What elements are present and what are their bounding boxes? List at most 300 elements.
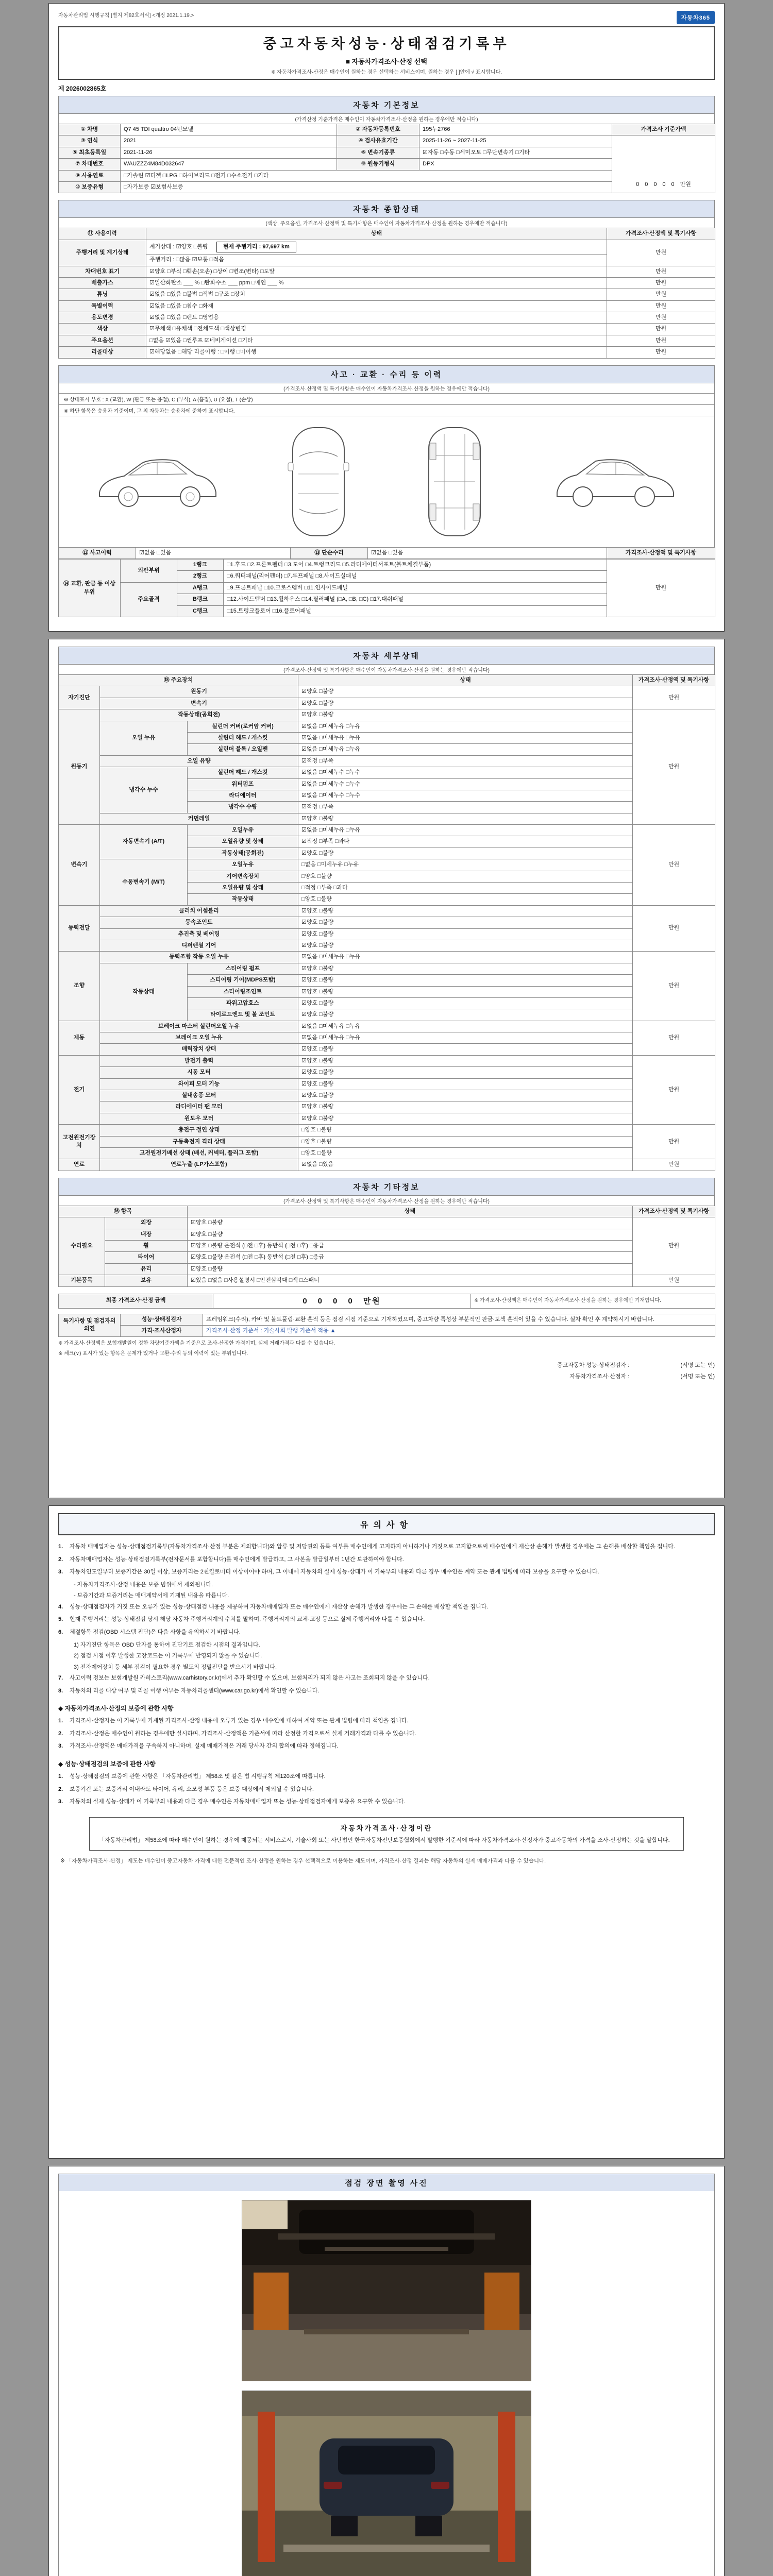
price-guarantee-heading: ◆ 자동차가격조사·산정의 보증에 관한 사항 [58, 1705, 174, 1713]
table-row [59, 709, 715, 721]
cell-label: 연료 [59, 1159, 100, 1171]
inspection-photo-lift [242, 2391, 531, 2576]
cell-label: 색상 [59, 324, 146, 335]
section-title-accident: 사고 · 교환 · 수리 등 이력 [58, 365, 715, 383]
form-reference: 자동차관리법 시행규칙 [별지 제82호서식] <개정 2021.1.19.> [58, 13, 194, 19]
cell-label: ⑫ 사고이력 [59, 547, 136, 558]
cell-label: B랭크 [177, 594, 224, 605]
table-row [59, 277, 715, 289]
cell-value: □양호 □불량 [298, 1148, 633, 1159]
cell-label: 상태 [146, 228, 607, 240]
state-code-legend: ※ 상태표시 부호 : X (교환), W (판금 또는 용접), C (부식), A (흠집), U (요철), T (손상) [58, 393, 715, 404]
cell-value: ☑양호 □불량 [298, 905, 633, 917]
table-row [59, 266, 715, 277]
cell-value: ☑양호 □불량 [298, 928, 633, 940]
passenger-car-legend: ※ 하단 항목은 승용차 기준이며, 그 외 자동차는 승용차에 준하여 표시합니다. [58, 404, 715, 416]
cell-value: ☑양호 □불량 운전석 (□전 □후) 동반석 (□전 □후) □응급 [188, 1240, 633, 1251]
table-row [59, 289, 715, 300]
cell-value: 프레임워크(수리), 카바 및 볼트풀림·교환 흔적 등은 점검 시점 기준으로 기재하였으며, 중고차량 특성상 부분적인 판금·도색 흔적이 있을 수 있습니다. 실차 확인 후 계약하시기 바랍니다. [203, 1314, 715, 1325]
detail-condition-table [58, 674, 715, 1171]
cell-label: 브레이크 마스터 실린더오일 누유 [100, 1021, 298, 1032]
section-basic-info [58, 96, 715, 193]
cell-value: 2021 [121, 135, 337, 147]
cell-label: 원동기 [59, 709, 100, 825]
section-title-etc: 자동차 기타정보 [58, 1178, 715, 1195]
cell-value: ☑양호 □불량 [298, 1044, 633, 1055]
cell-label: 동력조향 작동 오일 누유 [100, 952, 298, 963]
appraiser-signature-line: 자동차가격조사·산정자 : (서명 또는 인) [569, 1374, 715, 1380]
cell-value: □9.프론트패널 □10.크로스멤버 □11.인사이드패널 [224, 582, 607, 594]
cell-value: ☑양호 □불량 [298, 1009, 633, 1021]
cell-label: 고전원전기배선 상태 (배선, 커넥터, 플러그 포함) [100, 1148, 298, 1159]
cell-value: 195누2766 [419, 124, 612, 135]
cell-label: 원동기 [100, 686, 298, 698]
cell-label: ⑩ 보증유형 [59, 181, 121, 193]
cell-value: 계기상태 : ☑양호 □불량 현재 주행거리 : 97,697 km [146, 240, 607, 254]
cell-value: ☑양호 □부식 □훼손(오손) □상이 □변조(변타) □도말 [146, 266, 607, 277]
notice-subitem: 1) 자기진단 항목은 OBD 단자를 통하여 진단기로 점검한 시점의 결과입니다. [74, 1641, 260, 1648]
cell-label: 윈도우 모터 [100, 1113, 298, 1124]
cell-label: 작동상태(공회전) [188, 848, 298, 859]
cell-value: 0 0 0 0 0 만원 [612, 135, 715, 193]
notice-item: 1. 가격조사·산정자는 이 기록부에 기재된 가격조사·산정 내용에 오류가 있는 경우 매수인에 대하여 계약 또는 관계 법령에 따라 책임을 집니다. [58, 1718, 409, 1724]
cell-value: 만원 [607, 335, 715, 346]
section-note-accident: (가격조사·산정액 및 특기사항은 매수인이 자동차가격조사·산정을 원하는 경우에만 적습니다) [58, 383, 715, 393]
cell-value: ☑없음 □있음 [298, 1159, 633, 1171]
section-title-detail: 자동차 세부상태 [58, 647, 715, 664]
cell-label: 냉각수 수량 [188, 802, 298, 813]
cell-label: 가격조사·산정액 및 특기사항 [607, 228, 715, 240]
cell-label: 오일누유 [188, 859, 298, 871]
notice-item: 5. 현재 주행거리는 성능·상태점검 당시 해당 자동차 주행거리계의 수치를 말하며, 주행거리계의 교체·고장 등으로 실제 주행거리와 다를 수 있습니다. [58, 1616, 425, 1623]
notice-item: 7. 사고이력 정보는 보험개발원 카히스토리(www.carhistory.or.kr)에서 추가 확인할 수 있으며, 보험처리가 되지 않은 사고는 조회되지 않을 수 있습니다. [58, 1675, 430, 1682]
notice-list [58, 1543, 715, 1696]
cell-value: 만원 [633, 825, 715, 906]
cell-value: □자가보증 ☑보험사보증 [121, 181, 612, 193]
cell-value: □없음 ☑있음 □썬루프 ☑네비게이션 □기타 [146, 335, 607, 346]
table-row [59, 825, 715, 836]
cell-label: 유리 [105, 1263, 188, 1275]
cell-label: 오일유량 및 상태 [188, 836, 298, 848]
cell-value: 만원 [607, 347, 715, 358]
cell-value: ☑양호 □불량 [298, 975, 633, 986]
cell-label: 상태 [188, 1206, 633, 1217]
cell-label: 주행거리 및 계기상태 [59, 240, 146, 266]
cell-value: ☑양호 □불량 [298, 1101, 633, 1113]
table-row [59, 560, 715, 571]
cell-label: 오일 누유 [100, 721, 188, 755]
cell-value: ☑양호 □불량 [298, 686, 633, 698]
cell-label: 보유 [105, 1275, 188, 1286]
cell-value: ☑없음 □미세누유 □누유 [298, 1021, 633, 1032]
cell-label: 가격조사·산정액 및 특기사항 [633, 674, 715, 686]
overall-condition-table [58, 228, 715, 358]
cell-label: 오일 유량 [100, 755, 298, 767]
table-row [59, 1032, 715, 1044]
cell-label: 실린더 헤드 / 개스킷 [188, 767, 298, 778]
table-row [59, 1206, 715, 1217]
photos-title: 점검 장면 촬영 사진 [58, 2174, 715, 2191]
cell-label: 가격조사·산정액 및 특기사항 [607, 547, 715, 558]
cell-label: ⑪ 사용이력 [59, 228, 146, 240]
price-note-1: ※ 가격조사·산정액은 보험개발원이 정한 차량기준가액을 기준으로 조사·산정한 가격이며, 실제 거래가격과 다를 수 있습니다. [58, 1341, 335, 1347]
cell-value: □6.쿼터패널(리어펜더) □7.루프패널 □8.사이드실패널 [224, 571, 607, 582]
cell-value: ☑없음 □미세누수 □누수 [298, 767, 633, 778]
table-row [59, 1021, 715, 1032]
cell-value: ☑있음 □없음 □사용설명서 □안전삼각대 □잭 □스패너 [188, 1275, 633, 1286]
cell-label: 수동변속기 (M/T) [100, 859, 188, 906]
cell-value: ☑양호 □불량 [298, 709, 633, 721]
cell-value: □양호 □불량 [298, 894, 633, 905]
cell-value: □양호 □불량 [298, 1125, 633, 1136]
table-row [59, 1044, 715, 1055]
cell-value: ☑양호 □불량 [298, 698, 633, 709]
table-row [59, 324, 715, 335]
table-row [59, 1136, 715, 1147]
cell-label: ④ 검사유효기간 [337, 135, 419, 147]
cell-value: □12.사이드멤버 □13.휠하우스 □14.필러패널 (□A, □B, □C) □17.대쉬패널 [224, 594, 607, 605]
cell-label: 가격조사·산정액 및 특기사항 [633, 1206, 715, 1217]
cell-label: 오일유량 및 상태 [188, 883, 298, 894]
cell-value: 만원 [633, 1125, 715, 1159]
cell-label: ⑧ 원동기형식 [337, 159, 419, 170]
inspector-signature-line: 중고자동차 성능·상태점검자 : (서명 또는 인) [557, 1362, 715, 1369]
table-row [59, 335, 715, 346]
notice-item: 8. 자동차의 리콜 대상 여부 및 리콜 이행 여부는 자동차리콜센터(www.car.go.kr)에서 확인할 수 있습니다. [58, 1687, 320, 1694]
table-row [59, 547, 715, 558]
cell-label: 브레이크 오일 누유 [100, 1032, 298, 1044]
cell-value: 만원 [633, 686, 715, 709]
section-note-detail: (가격조사·산정액 및 특기사항은 매수인이 자동차가격조사·산정을 원하는 경우에만 적습니다) [58, 664, 715, 674]
cell-label: 워터펌프 [188, 778, 298, 790]
notice-item: 3. 자동차인도일부터 보증기간은 30일 이상, 보증거리는 2천킬로미터 이상이어야 하며, 그 이내에 자동차의 실제 성능·상태가 이 기록부의 내용과 다른 경우 매수인은 계약 또는 관계 법령에 따라 보증을 요구할 수 있습니다. [58, 1569, 599, 1575]
cell-value: ☑없음 □미세누유 □누유 [298, 732, 633, 743]
page-3 [48, 1505, 725, 2159]
notice-item: 3. 자동차의 실제 성능·상태가 이 기록부의 내용과 다른 경우 매수인은 자동차매매업자 또는 성능·상태점검자에게 보증을 요구할 수 있습니다. [58, 1799, 406, 1805]
table-row [59, 1113, 715, 1124]
table-row [59, 698, 715, 709]
cell-label: ⑥ 변속기종류 [337, 147, 419, 158]
cell-label: A랭크 [177, 582, 224, 594]
cell-label: ② 자동차등록번호 [337, 124, 419, 135]
section-title-basic: 자동차 기본정보 [58, 96, 715, 113]
section-overall-condition [58, 200, 715, 358]
cell-label: 내장 [105, 1229, 188, 1240]
cell-label: 발전기 출력 [100, 1055, 298, 1066]
page-1 [48, 3, 725, 632]
table-row [59, 952, 715, 963]
cell-value: ☑양호 □불량 [298, 986, 633, 997]
table-row [59, 1101, 715, 1113]
cell-value: ☑없음 □있음 □렌트 □영업용 [146, 312, 607, 324]
cell-value: ☑없음 □미세누유 □누유 [298, 721, 633, 732]
cell-value: 만원 [633, 1055, 715, 1124]
cell-label: 오일누유 [188, 825, 298, 836]
car-diagram-side-right [552, 443, 681, 520]
cell-value: ☑일산화탄소 ___ % □탄화수소 ___ ppm □매연 ___ % [146, 277, 607, 289]
table-row [59, 940, 715, 951]
inspection-photo-underbody [242, 2200, 531, 2381]
table-row [59, 859, 715, 871]
table-row [59, 755, 715, 767]
price-survey-note: ※ 자동차가격조사·산정은 매수인이 원하는 경우 선택하는 서비스이며, 원하는 경우 [ ]안에 √ 표시합니다. [271, 70, 502, 75]
table-row [59, 300, 715, 312]
cell-label: 상태 [298, 674, 633, 686]
cell-value: ☑적정 □부족 [298, 755, 633, 767]
cell-value: ☑없음 □있음 [368, 547, 607, 558]
cell-label: 기본품목 [59, 1275, 105, 1286]
table-row [59, 928, 715, 940]
cell-label: 자기진단 [59, 686, 100, 709]
cell-value: ☑무채색 □유채색 □전체도색 □색상변경 [146, 324, 607, 335]
cell-label: ③ 연식 [59, 135, 121, 147]
cell-label: 고전원전기장치 [59, 1125, 100, 1159]
cell-label: 충전구 절연 상태 [100, 1125, 298, 1136]
cell-value: ☑양호 □불량 [298, 848, 633, 859]
notice-item: 1. 성능·상태점검의 보증에 관한 사항은 「자동차관리법」 제58조 및 같은 법 시행규칙 제120조에 따릅니다. [58, 1773, 326, 1780]
cell-label: 자동변속기 (A/T) [100, 825, 188, 859]
table-row [59, 721, 715, 732]
cell-value: □양호 □불량 [298, 1136, 633, 1147]
cell-label: 제동 [59, 1021, 100, 1055]
table-row [59, 963, 715, 974]
cell-value: ☑양호 □불량 운전석 (□전 □후) 동반석 (□전 □후) □응급 [188, 1252, 633, 1263]
table-row [59, 674, 715, 686]
cell-value: ☑양호 □불량 [188, 1229, 633, 1240]
table-row [59, 1314, 715, 1325]
cell-value: ☑양호 □불량 [298, 1078, 633, 1090]
notice-item: 6. 체결항목 점검(OBD 시스템 진단)은 다음 사항을 유의하시기 바랍니다. [58, 1629, 241, 1635]
cell-value: 만원 [633, 1159, 715, 1171]
cell-label: 실린더 헤드 / 개스킷 [188, 732, 298, 743]
cell-label: 실내송풍 모터 [100, 1090, 298, 1101]
cell-value: 주행거리 : □많음 ☑보통 □적음 [146, 255, 607, 266]
cell-label: ⑯ 항목 [59, 1206, 188, 1217]
car-diagram-top [280, 422, 357, 541]
cell-label: 용도변경 [59, 312, 146, 324]
etc-info-table [58, 1206, 715, 1287]
cell-value: DPX [419, 159, 612, 170]
cell-value: ☑양호 □불량 [298, 813, 633, 824]
cell-label: 리콜대상 [59, 347, 146, 358]
section-note-overall: (색상, 주요옵션, 가격조사·산정액 및 특기사항은 매수인이 자동차가격조사·산정을 원하는 경우에만 적습니다) [58, 217, 715, 228]
cell-label: 냉각수 누수 [100, 767, 188, 814]
cell-label: 파워고압호스 [188, 997, 298, 1009]
cell-value: □적정 □부족 □과다 [298, 883, 633, 894]
table-row [59, 1325, 715, 1336]
cell-value: 2021-11-26 [121, 147, 337, 158]
cell-value: □양호 □불량 [298, 871, 633, 882]
car-diagram-side-left [92, 443, 221, 520]
cell-value: 만원 [633, 1217, 715, 1275]
table-row [59, 1055, 715, 1066]
cell-label: 라디에이터 팬 모터 [100, 1101, 298, 1113]
cell-value: ☑없음 □미세누유 □누유 [298, 1032, 633, 1044]
table-row [59, 1067, 715, 1078]
cell-label: 2랭크 [177, 571, 224, 582]
cell-label: 1랭크 [177, 560, 224, 571]
cell-value: ☑양호 □불량 [298, 1113, 633, 1124]
cell-label: 배출가스 [59, 277, 146, 289]
cell-label: ① 차명 [59, 124, 121, 135]
cell-value: 가격조사·산정 기준서 : 기술사회 발행 기준서 적용 ▲ [203, 1325, 715, 1336]
table-row [59, 1148, 715, 1159]
notice-item: 4. 성능·상태점검자가 거짓 또는 오류가 있는 성능·상태점검 내용을 제공하여 자동차매매업자 또는 매수인에게 재산상 손해가 발생한 경우에는 그 손해를 배상할 책임을 집니다. [58, 1603, 489, 1610]
price-guarantee-list [58, 1717, 715, 1751]
table-row [59, 124, 715, 135]
cell-label: 스티어링조인트 [188, 986, 298, 997]
cell-label: ⑭ 교환, 판금 등 이상 부위 [59, 560, 121, 617]
cell-value: ☑양호 □불량 [298, 1055, 633, 1066]
cell-label: 변속기 [59, 825, 100, 906]
cell-label: 변속기 [100, 698, 298, 709]
table-row [59, 1125, 715, 1136]
notice-subitem: 3) 전자제어장치 등 세부 점검이 필요한 경우 별도의 정밀진단을 받으시기 바랍니다. [74, 1664, 277, 1670]
cell-value: ☑양호 □불량 [298, 940, 633, 951]
cell-value: □없음 □미세누유 □누유 [298, 859, 633, 871]
cell-label: 스티어링 기어(MDPS포함) [188, 975, 298, 986]
cell-value: 2025-11-26 ~ 2027-11-25 [419, 135, 612, 147]
cell-value: ☑없음 □미세누유 □누유 [298, 744, 633, 755]
table-row [59, 1275, 715, 1286]
cell-label: 외장 [105, 1217, 188, 1229]
cell-label: 가격조사 기준가액 [612, 124, 715, 135]
table-row [59, 1078, 715, 1090]
cell-label: 주요골격 [121, 582, 177, 617]
notice-item: 2. 자동차매매업자는 성능·상태점검기록부(전자문서를 포함합니다)를 매수인에게 발급하고, 그 사본을 발급일부터 1년간 보관하여야 합니다. [58, 1556, 404, 1563]
cell-label: 특별이력 [59, 300, 146, 312]
final-price-table [58, 1294, 715, 1309]
cell-value: ☑없음 □미세누수 □누수 [298, 778, 633, 790]
section-note-etc: (가격조사·산정액 및 특기사항은 매수인이 자동차가격조사·산정을 원하는 경우에만 적습니다) [58, 1195, 715, 1206]
cell-value: ☑자동 □수동 □세미오토 □무단변속기 □기타 [419, 147, 612, 158]
cell-label: 최종 가격조사·산정 금액 [59, 1294, 213, 1308]
cell-label: 배력장치 상태 [100, 1044, 298, 1055]
cell-label: 디퍼렌셜 기어 [100, 940, 298, 951]
cell-value: □1.후드 □2.프론트펜더 □3.도어 □4.트렁크리드 □5.라디에이터서포트(볼트체결부품) [224, 560, 607, 571]
cell-label: ⑨ 사용연료 [59, 170, 121, 181]
car365-logo: 자동차365 [677, 11, 715, 24]
cell-value: ☑없음 □미세누수 □누수 [298, 790, 633, 801]
cell-value: ☑적정 □부족 [298, 802, 633, 813]
cell-label: 실린더 커버(로커암 커버) [188, 721, 298, 732]
cell-label: 외판부위 [121, 560, 177, 583]
cell-value: 만원 [633, 1275, 715, 1286]
cell-label: 와이퍼 모터 기능 [100, 1078, 298, 1090]
cell-value: 만원 [607, 266, 715, 277]
inspection-photos [58, 2191, 715, 2576]
cell-value: 만원 [633, 709, 715, 825]
inspection-guarantee-list [58, 1772, 715, 1807]
notice-item: 3. 가격조사·산정액은 매매가격을 구속하지 아니하며, 실제 매매가격은 거래 당사자 간의 합의에 따라 정해집니다. [58, 1743, 339, 1750]
cell-value: 만원 [633, 905, 715, 952]
cell-label: 타이로드엔드 및 볼 조인트 [188, 1009, 298, 1021]
document-number: 제 2026002865호 [58, 85, 107, 92]
cell-value: ☑없음 □미세누유 □누유 [298, 825, 633, 836]
cell-label: 성능·상태점검자 [121, 1314, 203, 1325]
cell-value: ☑양호 □불량 [298, 1090, 633, 1101]
title-box [58, 26, 715, 80]
section-note-basic: (가격산정 기준가격은 매수인이 자동차가격조사·산정을 원하는 경우에만 적습니다) [58, 113, 715, 124]
table-row [59, 905, 715, 917]
cell-label: ⑬ 단순수리 [291, 547, 368, 558]
cell-label: 튜닝 [59, 289, 146, 300]
definition-text: 「자동차관리법」 제58조에 따라 매수인이 원하는 경우에 제공되는 서비스로서, 기술사회 또는 사단법인 한국자동차진단보증협회에서 발행한 기준서에 따라 자동차가격조사·산정자가 중고자동차의 가격을 조사·산정하는 것을 말합니다. [99, 1837, 670, 1843]
notice-subitem: - 보증기간과 보증거리는 매매계약서에 기재된 내용을 따릅니다. [74, 1592, 229, 1599]
cell-value: □15.트렁크플로어 □16.플로어패널 [224, 605, 607, 617]
cell-value: ☑없음 □있음 □불법 □적법 □구조 □장치 [146, 289, 607, 300]
cell-value: ☑없음 □있음 □침수 □화재 [146, 300, 607, 312]
cell-label: C랭크 [177, 605, 224, 617]
table-row [59, 1252, 715, 1263]
odometer-box: 현재 주행거리 : 97,697 km [216, 242, 296, 252]
table-row [59, 240, 715, 254]
cell-label: 휠 [105, 1240, 188, 1251]
cell-value: □가솔린 ☑디젤 □LPG □하이브리드 □전기 □수소전기 □기타 [121, 170, 612, 181]
cell-label: ⑦ 차대번호 [59, 159, 121, 170]
notice-subitem: - 자동차가격조사·산정 내용은 보증 범위에서 제외됩니다. [74, 1581, 213, 1588]
cell-value: 만원 [607, 240, 715, 266]
cell-value: 만원 [607, 324, 715, 335]
cell-label: 수리필요 [59, 1217, 105, 1275]
cell-value: 만원 [607, 289, 715, 300]
cell-label: 작동상태 [100, 963, 188, 1021]
cell-label: 작동상태(공회전) [100, 709, 298, 721]
cell-label: 차대번호 표기 [59, 266, 146, 277]
cell-value: WAUZZZ4M84D032647 [121, 159, 337, 170]
table-row [59, 813, 715, 824]
cell-label: ⑮ 주요장치 [59, 674, 298, 686]
page-2 [48, 639, 725, 1498]
notice-item: 2. 가격조사·산정은 매수인이 원하는 경우에만 실시하며, 가격조사·산정액은 기준서에 따라 산정한 가격으로서 실제 거래가격과 다를 수 있습니다. [58, 1730, 416, 1737]
page-4 [48, 2166, 725, 2576]
cell-label: 실린더 블록 / 오일팬 [188, 744, 298, 755]
cell-label: 작동상태 [188, 894, 298, 905]
cell-label: 커먼레일 [100, 813, 298, 824]
cell-value: 0 0 0 0 만원 [213, 1294, 471, 1308]
cell-label: 라디에이터 [188, 790, 298, 801]
basic-info-table [58, 124, 715, 193]
accident-summary-table [58, 547, 715, 559]
car-diagram-underbody [416, 422, 493, 541]
table-row [59, 1159, 715, 1171]
table-row [59, 767, 715, 778]
cell-value: ☑해당없음 □해당 리콜이행 : □이행 □미이행 [146, 347, 607, 358]
inspector-opinion-table [58, 1314, 715, 1337]
table-row [59, 135, 715, 147]
table-row [59, 347, 715, 358]
notice-item: 2. 보증기간 또는 보증거리 이내라도 타이어, 유리, 소모성 부품 등은 보증 대상에서 제외될 수 있습니다. [58, 1786, 314, 1792]
cell-value: 만원 [607, 300, 715, 312]
notice-final: ※ 「자동차가격조사·산정」 제도는 매수인이 중고자동차 가격에 대한 전문적인 조사·산정을 원하는 경우 선택적으로 이용하는 제도이며, 가격조사·산정 결과는 해당 자동차의 실제 매매가격과 다를 수 있습니다. [60, 1857, 546, 1864]
cell-value: ☑적정 □부족 □과다 [298, 836, 633, 848]
notice-subitem: 2) 점검 시점 이후 발생한 고장코드는 이 기록부에 반영되지 않을 수 있습니다. [74, 1653, 262, 1659]
document-title: 중고자동차성능·상태점검기록부 [263, 36, 510, 52]
cell-label: ⑤ 최초등록일 [59, 147, 121, 158]
table-row [59, 686, 715, 698]
cell-label: 기어변속장치 [188, 871, 298, 882]
definition-box [89, 1817, 684, 1851]
price-note-2: ※ 체크(∨) 표시가 있는 항목은 문제가 있거나 교환·수리 등의 이력이 있는 부위입니다. [58, 1351, 248, 1357]
cell-value: ☑양호 □불량 [298, 997, 633, 1009]
car-diagrams [58, 416, 715, 547]
table-row [59, 1090, 715, 1101]
cell-label: 조향 [59, 952, 100, 1021]
table-row [59, 917, 715, 928]
cell-label: 구동축전지 격리 상태 [100, 1136, 298, 1147]
section-accident-history [58, 365, 715, 617]
notice-item: 1. 자동차 매매업자는 성능·상태점검기록부(자동차가격조사·산정 부분은 제외합니다)와 압류 및 저당권의 등록 여부를 매수인에게 고지하지 아니하거나 거짓으로 고지함으로써 매수인에게 재산상 손해가 발생한 경우에는 그 손해를 배상할 책임을 집니다. [58, 1543, 675, 1550]
